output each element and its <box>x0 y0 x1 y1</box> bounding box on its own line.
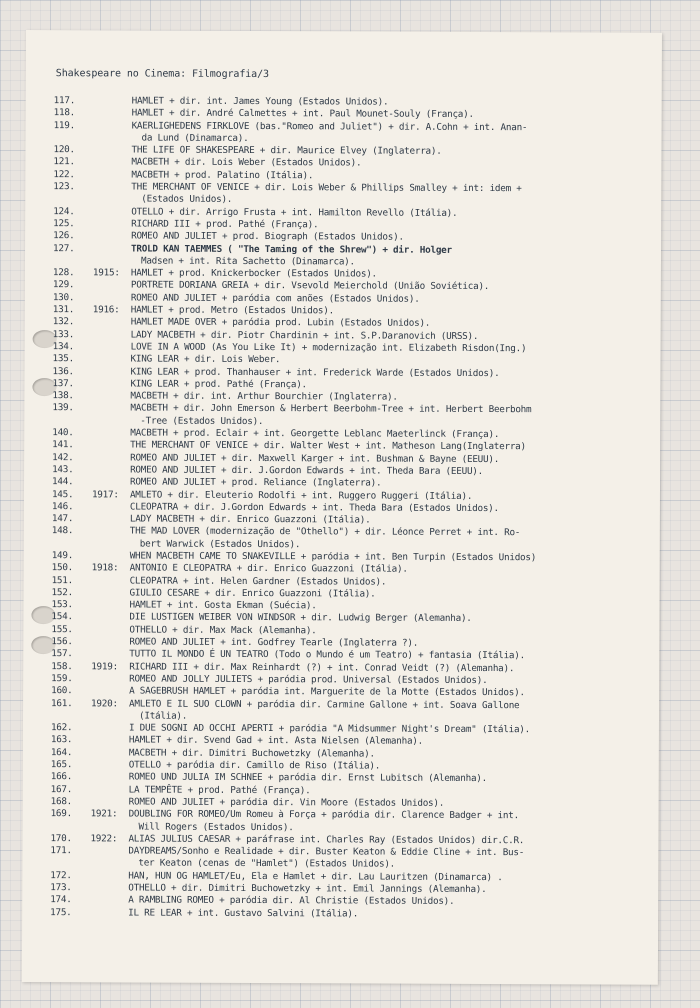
entry-number: 157. <box>51 648 73 660</box>
entry-continuation: (Estados Unidos). <box>141 193 233 206</box>
entry-number: 173. <box>50 882 72 894</box>
entry-text: LADY MACBETH + dir. Enrico Guazzoni (Itália). <box>129 513 371 526</box>
entry-number: 171. <box>50 845 72 857</box>
entry-number: 141. <box>52 439 74 451</box>
entry-text: LADY MACBETH + dir. Piotr Chardinin + int. S.P.Daranovich (URSS). <box>130 329 479 342</box>
entry-text: OTHELLO + dir. Max Mack (Alemanha). <box>129 624 317 637</box>
entry-year <box>90 870 128 882</box>
entry-text: TROLD KAN TAEMMES ( "The Taming of the Shrew") + dir. Holger <box>131 243 452 256</box>
entry-year <box>93 243 131 255</box>
entry-number: 144. <box>52 476 74 488</box>
entry-continuation: da Lund (Dinamarca). <box>141 132 249 144</box>
entry-number: 149. <box>51 550 74 562</box>
entry-number: 172. <box>50 869 72 881</box>
entry-text: MACBETH + dir. Lois Weber (Estados Unidos). <box>131 156 362 169</box>
entry-number: 148. <box>51 525 74 537</box>
entry-number: 164. <box>50 746 73 758</box>
entry-year <box>91 747 129 759</box>
entry-number: 139. <box>52 402 74 414</box>
entry-text: ROMEO UND JULIA IM SCHNEE + paródia dir. Ernst Lubitsch (Alemanha). <box>128 771 488 785</box>
entry-year <box>92 501 130 513</box>
entry-text: ROMEO AND JULIET + dir. J.Gordon Edwards + int. Theda Bara (EEUU). <box>130 464 484 477</box>
entry-year <box>91 686 129 698</box>
entry-text: OTELLO + dir. Arrigo Frusta + int. Hamilton Revello (Itália). <box>131 206 458 219</box>
entry-text: HAMLET + prod. Knickerbocker (Estados Unidos). <box>130 267 377 280</box>
entry-year: 1917: <box>91 488 119 500</box>
entry-year <box>93 181 131 193</box>
entry-number: 147. <box>51 513 74 525</box>
entry-text: RICHARD III + dir. Max Reinhardt (?) + int. Conrad Veidt (?) (Alemanha). <box>129 661 515 674</box>
entry-year <box>91 784 129 796</box>
entry-text: TUTTO IL MONDO É UN TEATRO (Todo o Mundo é um Teatro) + fantasia (Itália). <box>129 648 526 662</box>
entry-text: OTHELLO + dir. Dimitri Buchowetzky + int. Emil Jannings (Alemanha). <box>128 882 487 896</box>
entry-text: ROMEO AND JULIET + paródia dir. Vin Moore (Estados Unidos). <box>128 796 445 809</box>
entry-number: 160. <box>51 685 73 697</box>
entry-year: 1919: <box>91 660 118 673</box>
entry-number: 150. <box>51 562 74 574</box>
entry-number: 126. <box>53 230 75 242</box>
entry-number: 158. <box>51 660 73 672</box>
entry-number: 162. <box>50 722 73 734</box>
entry-text: MACBETH + dir. Dimitri Buchowetzky (Alemanha). <box>128 747 375 760</box>
entry-year <box>92 440 130 452</box>
entry-number: 159. <box>51 673 73 685</box>
entry-year <box>92 513 130 525</box>
entry-year <box>91 612 129 624</box>
entry-number: 129. <box>52 279 75 291</box>
entry-year <box>93 231 131 243</box>
document-sheet <box>22 30 662 985</box>
entry-year <box>94 108 132 120</box>
entry-text: MACBETH + dir. John Emerson & Herbert Beerbohm-Tree + int. Herbert Beerbohm <box>130 402 532 416</box>
entry-text: DIE LUSTIGEN WEIBER VON WINDSOR + dir. Ludwig Berger (Alemanha). <box>129 611 472 625</box>
entry-text: A SAGEBRUSH HAMLET + paródia int. Marguerite de la Motte (Estados Unidos). <box>129 685 525 699</box>
entry-year: 1922: <box>90 833 118 845</box>
entry-text: MACBETH + dir. int. Arthur Bourchier (Inglaterra). <box>130 390 398 403</box>
entry-year <box>91 636 129 648</box>
entry-year <box>93 280 131 292</box>
entry-text: AMLETO + dir. Eleuterio Rodolfi + int. Ruggero Ruggeri (Itália). <box>129 488 473 502</box>
entry-continuation: (Itália). <box>138 710 188 722</box>
entry-text: CLEOPATRA + int. Helen Gardner (Estados Unidos). <box>129 575 387 588</box>
entry-text: DAYDREAMS/Sonho e Realidade + dir. Buster Keaton & Eddie Cline + int. Bus- <box>128 845 525 859</box>
entry-text: MACBETH + prod. Palatino (Itália). <box>131 169 314 182</box>
entry-number: 165. <box>50 759 73 771</box>
entry-continuation: Madsen + int. Rita Sachetto (Dinamarca). <box>140 255 355 268</box>
entry-number: 140. <box>52 427 74 439</box>
entry-text: DOUBLING FOR ROMEO/Um Romeu à Força + paródia dir. Clarence Badger + int. <box>128 808 519 822</box>
entry-number: 120. <box>53 144 75 156</box>
filmography-list <box>50 95 654 922</box>
entry-year <box>93 354 131 366</box>
entry-text: HAMLET + prod. Metro (Estados Unidos). <box>130 304 335 317</box>
entry-text: ROMEO AND JOLLY JULIETS + paródia prod. Universal (Estados Unidos). <box>129 673 488 686</box>
entry-number: 152. <box>51 586 73 599</box>
entry-year <box>92 427 130 439</box>
entry-number: 128. <box>52 267 75 279</box>
entry-number: 142. <box>52 451 74 463</box>
entry-text: WHEN MACBETH CAME TO SNAKEVILLE + paródia + int. Ben Turpin (Estados Unidos) <box>129 550 537 564</box>
entry-number: 117. <box>53 95 76 107</box>
entry-text: THE MERCHANT OF VENICE + dir. Walter West + int. Matheson Lang(Inglaterra) <box>130 439 526 453</box>
entry-year: 1921: <box>90 808 118 820</box>
entry-number: 169. <box>50 808 72 820</box>
entry-continuation: -Tree (Estados Unidos). <box>140 415 264 427</box>
entry-continuation: ter Keaton (cenas de "Hamlet") (Estados Unidos). <box>138 857 396 871</box>
entry-number: 130. <box>52 291 75 303</box>
entry-year <box>92 390 130 402</box>
entry-text: THE MAD LOVER (modernização de "Othello") + dir. Léonce Perret + int. Ro- <box>129 525 521 539</box>
entry-number: 138. <box>52 390 74 402</box>
entry-year <box>90 907 128 919</box>
entry-text: OTELLO + paródia dir. Camillo de Riso (Itália). <box>128 759 381 772</box>
entry-year <box>92 587 130 599</box>
entry-text: THE LIFE OF SHAKESPEARE + dir. Maurice Elvey (Inglaterra). <box>131 144 442 158</box>
entry-number: 174. <box>50 894 72 906</box>
entry-number: 137. <box>52 377 74 390</box>
entry-year <box>92 366 130 378</box>
entry-number: 132. <box>52 316 75 328</box>
entry-year: 1918: <box>91 562 119 574</box>
entry-year <box>91 796 129 808</box>
entry-number: 145. <box>51 488 74 500</box>
entry-number: 156. <box>51 636 73 648</box>
entry-year <box>91 624 129 636</box>
entry-number: 123. <box>53 181 75 193</box>
entry-year <box>90 882 128 894</box>
entry-text: ALIAS JULIUS CAESAR + paráfrase int. Charles Ray (Estados Unidos) dir.C.R. <box>128 833 525 846</box>
entry-number: 135. <box>52 353 74 365</box>
entry-continuation: Will Rogers (Estados Unidos). <box>138 821 294 833</box>
entry-number: 151. <box>51 574 74 586</box>
entry-year <box>93 341 131 353</box>
entry-text: ANTONIO E CLEOPATRA + dir. Enrico Guazzoni (Itália). <box>129 562 408 575</box>
entry-year <box>94 120 132 132</box>
entry-year: 1920: <box>91 697 118 709</box>
entry-text: PORTRETE DORIANA GREIA + dir. Vsevold Meierchold (União Soviética). <box>130 279 490 293</box>
entry-year <box>91 772 129 784</box>
filmography-entry <box>50 907 650 922</box>
entry-year <box>90 845 128 857</box>
entry-text: ROMEO AND JULIET + prod. Reliance (Inglaterra). <box>130 476 382 489</box>
entry-text: IL RE LEAR + int. Gustavo Salvini (Itália). <box>128 907 359 920</box>
entry-year <box>93 169 131 181</box>
entry-year <box>91 673 129 685</box>
entry-number: 161. <box>51 697 73 709</box>
entry-text: HAMLET + dir. int. James Young (Estados Unidos). <box>131 95 389 108</box>
entry-text: HAMLET + int. Gosta Ekman (Suécia). <box>129 599 317 612</box>
entry-text: LA TEMPÊTE + prod. Pathé (França). <box>128 784 311 796</box>
entry-year <box>93 157 131 169</box>
entry-number: 125. <box>53 218 75 230</box>
entry-year <box>91 759 129 771</box>
entry-year <box>91 649 129 661</box>
entry-number: 121. <box>53 156 75 168</box>
entry-number: 170. <box>50 832 72 845</box>
entry-continuation: bert Warwick (Estados Unidos). <box>139 538 301 550</box>
entry-text: HAN, HUN OG HAMLET/Eu, Ela e Hamlet + dir. Lau Lauritzen (Dinamarca) . <box>128 870 503 883</box>
entry-text: THE MERCHANT OF VENICE + dir. Lois Weber & Phillips Smalley + int: idem + <box>131 181 522 195</box>
entry-year <box>93 317 131 329</box>
entry-year <box>92 476 130 488</box>
entry-number: 118. <box>53 107 76 119</box>
entry-text: ROMEO AND JULIET + prod. Biograph (Estados Unidos). <box>131 230 404 243</box>
entry-year <box>91 735 129 747</box>
entry-text: KING LEAR + dir. Lois Weber. <box>130 353 281 366</box>
entry-year <box>91 722 129 734</box>
entry-year: 1915: <box>92 267 120 279</box>
entry-text: GIULIO CESARE + dir. Enrico Guazzoni (Itália). <box>129 587 376 600</box>
entry-text: CLEOPATRA + dir. J.Gordon Edwards + int. Theda Bara (Estados Unidos). <box>129 501 499 514</box>
entry-year <box>92 403 130 415</box>
entry-year <box>92 526 130 538</box>
entry-year <box>93 206 131 218</box>
entry-number: 131. <box>52 304 75 316</box>
entry-number: 122. <box>53 168 75 180</box>
entry-year <box>93 292 131 304</box>
entry-number: 154. <box>51 611 73 623</box>
entry-number: 163. <box>50 734 73 746</box>
entry-text: HAMLET + dir. Svend Gad + int. Asta Nielsen (Alemanha). <box>128 734 424 748</box>
entry-text: ROMEO AND JULIET + paródia com anões (Estados Unidos). <box>130 292 420 305</box>
entry-text: KING LEAR + prod. Thanhauser + int. Frederick Warde (Estados Unidos). <box>130 365 500 379</box>
entry-number: 119. <box>53 119 75 131</box>
entry-number: 134. <box>52 341 75 353</box>
entry-number: 153. <box>51 599 73 611</box>
entry-year <box>92 452 130 464</box>
entry-number: 124. <box>53 205 75 217</box>
entry-text: KING LEAR + prod. Pathé (França). <box>130 378 307 391</box>
entry-year <box>92 575 130 587</box>
entry-text: RICHARD III + prod. Pathé (França). <box>131 218 319 231</box>
entry-year <box>91 599 129 611</box>
entry-number: 168. <box>50 796 73 808</box>
entry-number: 166. <box>50 771 73 783</box>
entry-text: ROMEO AND JULIET + int. Godfrey Tearle (Inglaterra ?). <box>129 636 419 649</box>
entry-number: 146. <box>51 500 74 513</box>
entry-number: 127. <box>53 242 75 254</box>
entry-text: A RAMBLING ROMEO + paródia dir. Al Christie (Estados Unidos). <box>128 894 455 908</box>
entry-text: ROMEO AND JULIET + dir. Maxwell Karger + int. Bushman & Bayne (EEUU). <box>130 452 500 465</box>
entry-text: AMLETO E IL SUO CLOWN + paródia dir. Carmine Gallone + int. Soava Gallone <box>129 698 520 711</box>
entry-year <box>94 95 132 107</box>
entry-number: 143. <box>52 464 74 476</box>
entry-year <box>93 218 131 230</box>
entry-text: LOVE IN A WOOD (As You Like It) + modernização int. Elizabeth Risdon(Ing.) <box>130 341 527 355</box>
entry-number: 175. <box>50 906 72 918</box>
entry-number: 136. <box>52 365 74 377</box>
entry-text: MACBETH + prod. Eclair + int. Georgette Leblanc Maeterlinck (França). <box>130 427 500 441</box>
entry-text: HAMLET + dir. André Calmettes + int. Paul Mounet-Souly (França). <box>131 107 474 121</box>
entry-year <box>93 329 131 341</box>
entry-year <box>92 550 130 562</box>
entry-number: 167. <box>50 783 73 795</box>
entry-year <box>93 144 131 156</box>
entry-year <box>92 464 130 476</box>
entry-text: I DUE SOGNI AD OCCHI APERTI + paródia "A Midsummer Night's Dream" (Itália). <box>128 722 531 736</box>
entry-year: 1916: <box>92 304 120 316</box>
entry-number: 155. <box>51 623 73 635</box>
entry-number: 133. <box>52 328 75 340</box>
entry-year <box>92 378 130 390</box>
page-title: Shakespeare no Cinema: Filmografia/3 <box>55 68 269 81</box>
entry-text: HAMLET MADE OVER + paródia prod. Lubin (Estados Unidos). <box>130 316 431 330</box>
entry-text: KAERLIGHEDENS FIRKLOVE (bas."Romeo and Juliet") + dir. A.Cohn + int. Anan- <box>131 120 528 133</box>
entry-year <box>90 895 128 907</box>
